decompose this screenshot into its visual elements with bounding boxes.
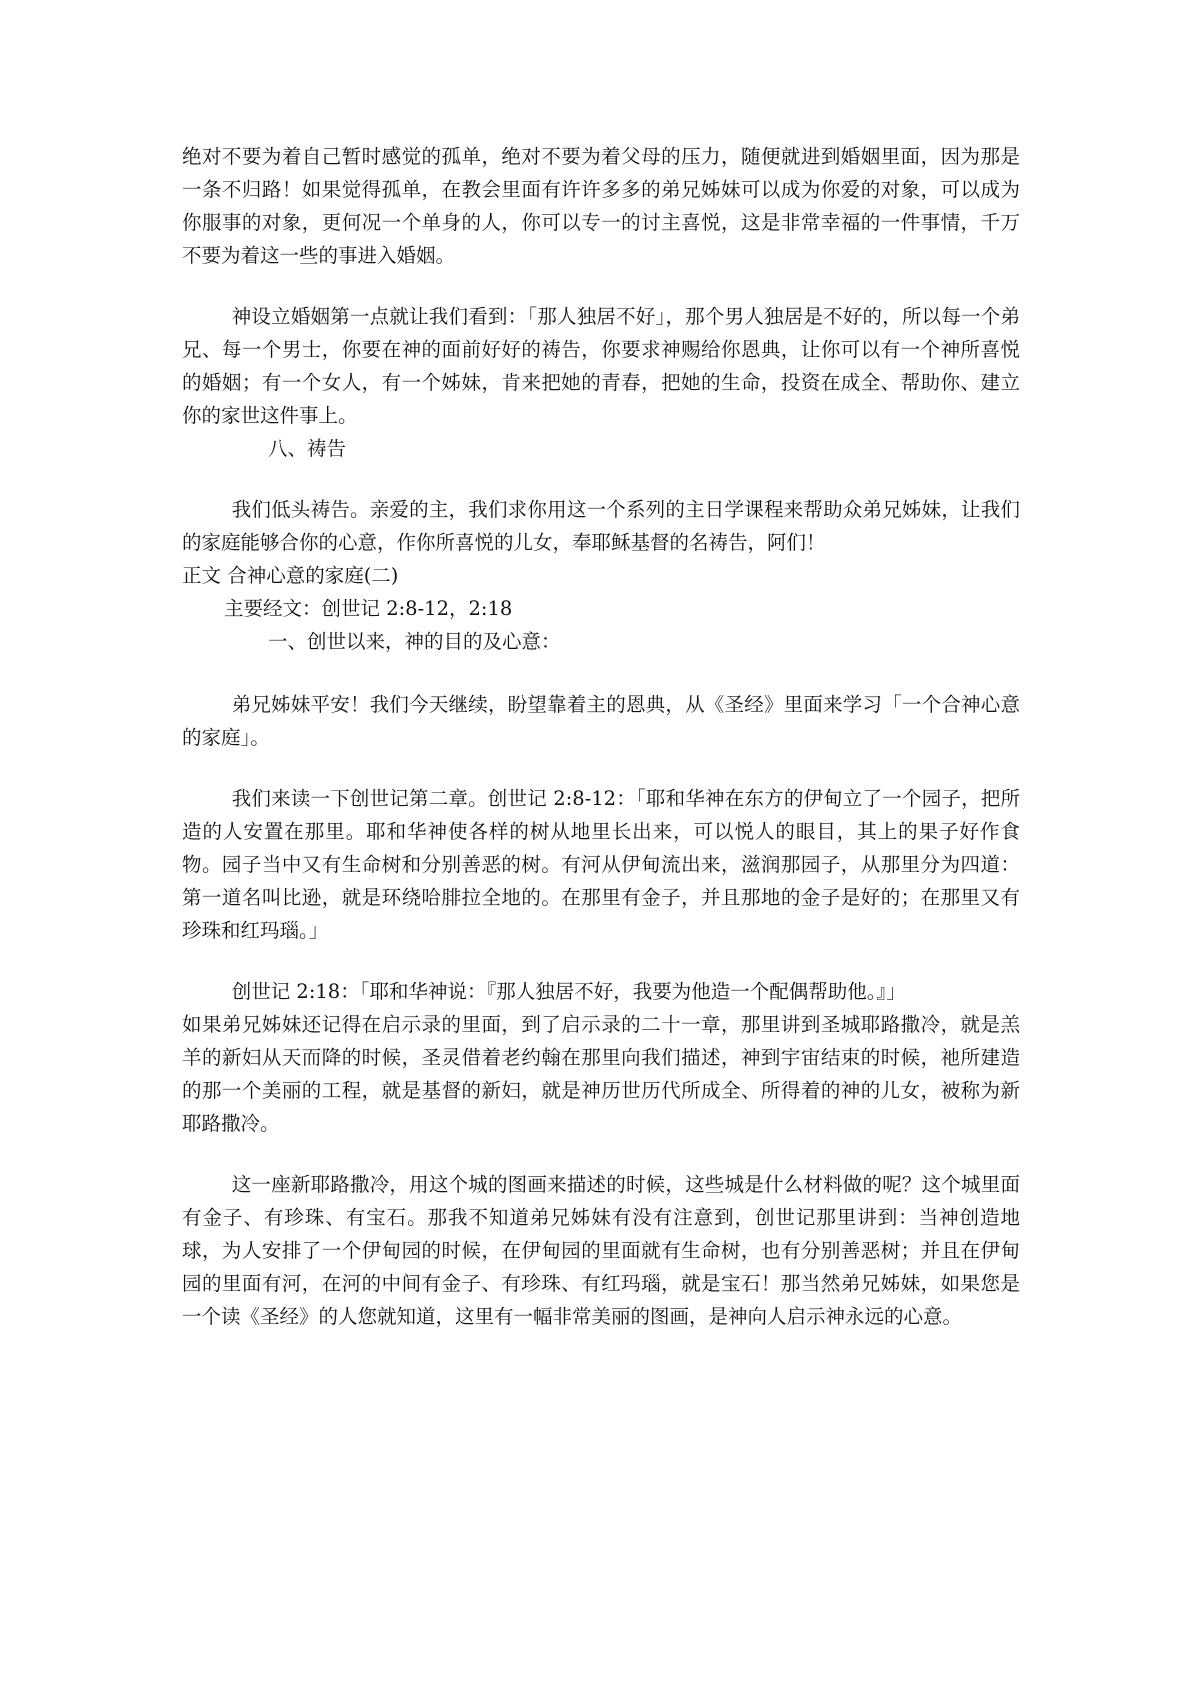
paragraph-genesis-2-8-12: 我们来读一下创世记第二章。创世记 2:8-12：「耶和华神在东方的伊甸立了一个园子，把所造的人安置在那里。耶和华神使各样的树从地里长出来，可以悦人的眼目，其上的果子好作食物。园子当中又有生命树和分别善恶的树。有河从伊甸流出来，滋润那园子，从那里分为四道：第一道名叫比逊，就是环绕哈腓拉全地的。在那里有金子，并且那地的金子是好的；在那里又有珍珠和红玛瑙。」 xyxy=(182,787,1020,942)
paragraph-genesis-2-18: 创世记 2:18：「耶和华神说：『那人独居不好，我要为他造一个配偶帮助他。』」 xyxy=(231,980,906,1003)
paragraph-marriage-first-point: 神设立婚姻第一点就让我们看到：「那人独居不好」，那个男人独居是不好的，所以每一个弟兄、每一个男士，你要在神的面前好好的祷告，你要求神赐给你恩典，让你可以有一个神所喜悦的婚姻；有一个女人，有一个姊妹，肯来把她的青春，把她的生命，投资在成全、帮助你、建立你的家世这件事上。 xyxy=(182,305,1020,427)
section-heading-creation-purpose: 一、创世以来，神的目的及心意： xyxy=(268,630,561,653)
paragraph-revelation-new-jerusalem: 如果弟兄姊妹还记得在启示录的里面，到了启示录的二十一章，那里讲到圣城耶路撒冷，就是羔羊的新妇从天而降的时候，圣灵借着老约翰在那里向我们描述，神到宇宙结束的时候，祂所建造的那一个美丽的工程，就是基督的新妇，就是神历世历代所成全、所得着的神的儿女，被称为新耶路撒冷。 xyxy=(182,1013,1020,1135)
paragraph-singleness-advice: 绝对不要为着自己暂时感觉的孤单，绝对不要为着父母的压力，随便就进到婚姻里面，因为那是一条不归路！如果觉得孤单，在教会里面有许许多多的弟兄姊妹可以成为你爱的对象，可以成为你服事的对象，更何况一个单身的人，你可以专一的讨主喜悦，这是非常幸福的一件事情，千万不要为着这一些的事进入婚姻。 xyxy=(182,145,1020,267)
paragraph-closing-prayer: 我们低头祷告。亲爱的主，我们求你用这一个系列的主日学课程来帮助众弟兄姊妹，让我们的家庭能够合你的心意，作你所喜悦的儿女，奉耶稣基督的名祷告，阿们！ xyxy=(182,498,1020,554)
paragraph-eden-picture: 这一座新耶路撒冷，用这个城的图画来描述的时候，这些城是什么材料做的呢？这个城里面有金子、有珍珠、有宝石。那我不知道弟兄姊妹有没有注意到，创世记那里讲到：当神创造地球，为人安排了一个伊甸园的时候，在伊甸园的里面就有生命树，也有分别善恶树；并且在伊甸园的里面有河，在河的中间有金子、有珍珠、有红玛瑙，就是宝石！那当然弟兄姊妹，如果您是一个读《圣经》的人您就知道，这里有一幅非常美丽的图画，是神向人启示神永远的心意。 xyxy=(182,1173,1020,1328)
section-heading-prayer: 八、祷告 xyxy=(268,437,347,460)
document-body xyxy=(182,140,1020,1333)
scripture-reference: 主要经文：创世记 2:8-12，2:18 xyxy=(224,597,513,620)
paragraph-greeting: 弟兄姊妹平安！我们今天继续，盼望靠着主的恩典，从《圣经》里面来学习「一个合神心意的家庭」。 xyxy=(182,693,1020,749)
document-title: 正文 合神心意的家庭(二) xyxy=(182,564,399,587)
